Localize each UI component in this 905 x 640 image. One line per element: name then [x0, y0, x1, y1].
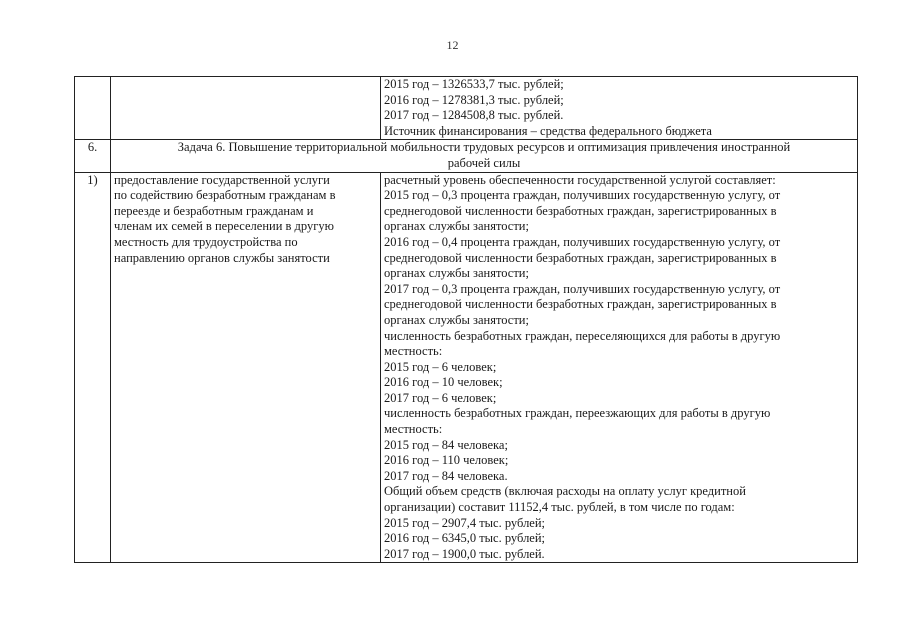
- indicator-line: 2016 год – 6345,0 тыс. рублей;: [384, 531, 546, 546]
- measure-line: переезде и безработным гражданам и: [114, 203, 314, 218]
- task-title: [111, 140, 858, 172]
- task-title-line: Задача 6. Повышение территориальной мобильности трудовых ресурсов и оптимизация привлечения иностранной: [177, 140, 791, 155]
- indicator-line: организации) составит 11152,4 тыс. рублей, в том числе по годам:: [384, 500, 735, 515]
- indicator-line: органах службы занятости;: [384, 266, 529, 281]
- financing-cell: [381, 77, 858, 140]
- item-number: 1): [75, 172, 111, 563]
- indicator-line: местность:: [384, 422, 443, 437]
- indicator-line: 2017 год – 0,3 процента граждан, получивших государственную услугу, от: [384, 281, 781, 296]
- indicator-line: 2017 год – 84 человека.: [384, 468, 508, 483]
- financing-source: Источник финансирования – средства федерального бюджета: [384, 123, 712, 138]
- measure-cell: [111, 77, 381, 140]
- page-number: 12: [446, 38, 459, 52]
- financing-line: 2016 год – 1278381,3 тыс. рублей;: [384, 92, 564, 107]
- table-row-item: [75, 172, 858, 563]
- measure-line: членам их семей в переселении в другую: [114, 219, 334, 234]
- indicator-line: Общий объем средств (включая расходы на оплату услуг кредитной: [384, 484, 746, 499]
- indicator-line: 2015 год – 84 человека;: [384, 437, 508, 452]
- indicator-line: 2017 год – 1900,0 тыс. рублей.: [384, 546, 545, 561]
- measure-line: местность для трудоустройства по: [114, 234, 298, 249]
- indicator-line: местность:: [384, 344, 443, 359]
- program-table: [74, 76, 858, 563]
- indicator-line: 2016 год – 10 человек;: [384, 375, 503, 390]
- indicator-line: расчетный уровень обеспеченности государственной услугой составляет:: [384, 172, 776, 187]
- indicator-line: 2016 год – 0,4 процента граждан, получивших государственную услугу, от: [384, 234, 781, 249]
- table-row-financing: [75, 77, 858, 140]
- table-row-task: [75, 140, 858, 172]
- financing-line: 2015 год – 1326533,7 тыс. рублей;: [384, 77, 564, 91]
- indicator-line: численность безработных граждан, переезжающих для работы в другую: [384, 406, 771, 421]
- indicator-line: 2017 год – 6 человек;: [384, 390, 497, 405]
- task-title-line: рабочей силы: [447, 155, 521, 170]
- measure-description: [111, 172, 381, 563]
- indicator-line: 2015 год – 6 человек;: [384, 359, 497, 374]
- indicator-line: среднегодовой численности безработных граждан, зарегистрированных в: [384, 250, 777, 265]
- indicator-line: численность безработных граждан, переселяющихся для работы в другую: [384, 328, 781, 343]
- indicator-description: [381, 172, 858, 563]
- measure-line: предоставление государственной услуги: [114, 172, 330, 187]
- indicator-line: органах службы занятости;: [384, 312, 529, 327]
- indicator-line: 2015 год – 0,3 процента граждан, получивших государственную услугу, от: [384, 188, 781, 203]
- indicator-line: 2016 год – 110 человек;: [384, 453, 509, 468]
- financing-line: 2017 год – 1284508,8 тыс. рублей.: [384, 108, 564, 123]
- measure-line: направлению органов службы занятости: [114, 250, 330, 265]
- task-number: 6.: [75, 140, 111, 172]
- indicator-line: среднегодовой численности безработных граждан, зарегистрированных в: [384, 203, 777, 218]
- indicator-line: среднегодовой численности безработных граждан, зарегистрированных в: [384, 297, 777, 312]
- indicator-line: 2015 год – 2907,4 тыс. рублей;: [384, 515, 546, 530]
- indicator-line: органах службы занятости;: [384, 219, 529, 234]
- number-cell: [75, 77, 111, 140]
- measure-line: по содействию безработным гражданам в: [114, 188, 336, 203]
